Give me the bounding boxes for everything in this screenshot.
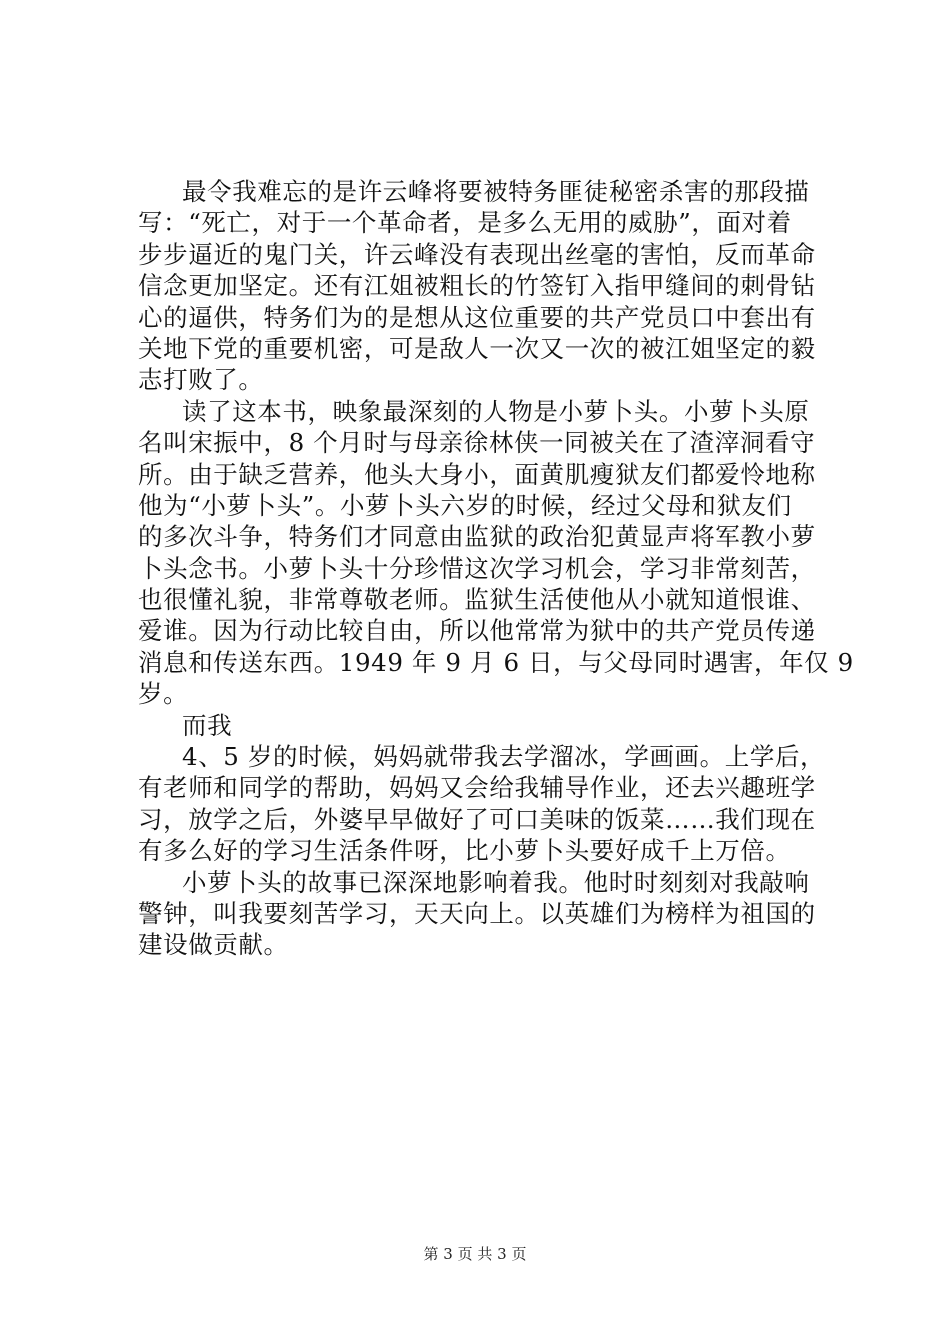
paragraph-line: 习，放学之后，外婆早早做好了可口美味的饭菜……我们现在 [138,804,816,834]
paragraph-line: 有多么好的学习生活条件呀，比小萝卜头要好成千上万倍。 [138,836,791,866]
paragraph-line: 爱谁。因为行动比较自由，所以他常常为狱中的共产党员传递 [138,616,816,646]
paragraph-line: 名叫宋振中，8 个月时与母亲徐林侠一同被关在了渣滓洞看守 [138,428,816,458]
paragraph-line: 4、5 岁的时候，妈妈就带我去学溜冰，学画画。上学后， [182,742,826,772]
paragraph-line: 心的逼供，特务们为的是想从这位重要的共产党员口中套出有 [138,302,816,332]
paragraph-line: 写：“死亡，对于一个革命者，是多么无用的威胁”，面对着 [138,208,792,238]
paragraph-line: 而我 [182,710,233,740]
paragraph-line: 最令我难忘的是许云峰将要被特务匪徒秘密杀害的那段描 [182,177,810,206]
paragraph-line: 岁。 [138,679,189,709]
paragraph-line: 小萝卜头的故事已深深地影响着我。他时时刻刻对我敲响 [182,867,810,897]
paragraph-line: 有老师和同学的帮助，妈妈又会给我辅导作业，还去兴趣班学 [138,773,816,803]
paragraph-line: 他为“小萝卜头”。小萝卜头六岁的时候，经过父母和狱友们 [138,490,792,520]
paragraph-line: 警钟，叫我要刻苦学习，天天向上。以英雄们为榜样为祖国的 [138,898,816,928]
paragraph-line: 所。由于缺乏营养，他头大身小，面黄肌瘦狱友们都爱怜地称 [138,459,816,489]
paragraph-line: 志打败了。 [138,365,264,395]
paragraph-line: 关地下党的重要机密，可是敌人一次又一次的被江姐坚定的毅 [138,333,816,363]
paragraph-line: 读了这本书，映象最深刻的人物是小萝卜头。小萝卜头原 [182,396,810,426]
paragraph-line: 步步逼近的鬼门关，许云峰没有表现出丝毫的害怕，反而革命 [138,239,816,269]
paragraph-line: 建设做贡献。 [138,930,289,960]
paragraph-line: 也很懂礼貌，非常尊敬老师。监狱生活使他从小就知道恨谁、 [138,585,816,615]
paragraph-line: 消息和传送东西。1949 年 9 月 6 日，与父母同时遇害，年仅 9 [138,647,854,677]
paragraph-line: 信念更加坚定。还有江姐被粗长的竹签钉入指甲缝间的刺骨钻 [138,271,816,301]
paragraph-line: 的多次斗争，特务们才同意由监狱的政治犯黄显声将军教小萝 [138,522,816,552]
page-number-footer: 第 3 页 共 3 页 [423,1245,527,1263]
body-text [138,176,854,961]
paragraph-line: 卜头念书。小萝卜头十分珍惜这次学习机会，学习非常刻苦， [138,553,816,583]
